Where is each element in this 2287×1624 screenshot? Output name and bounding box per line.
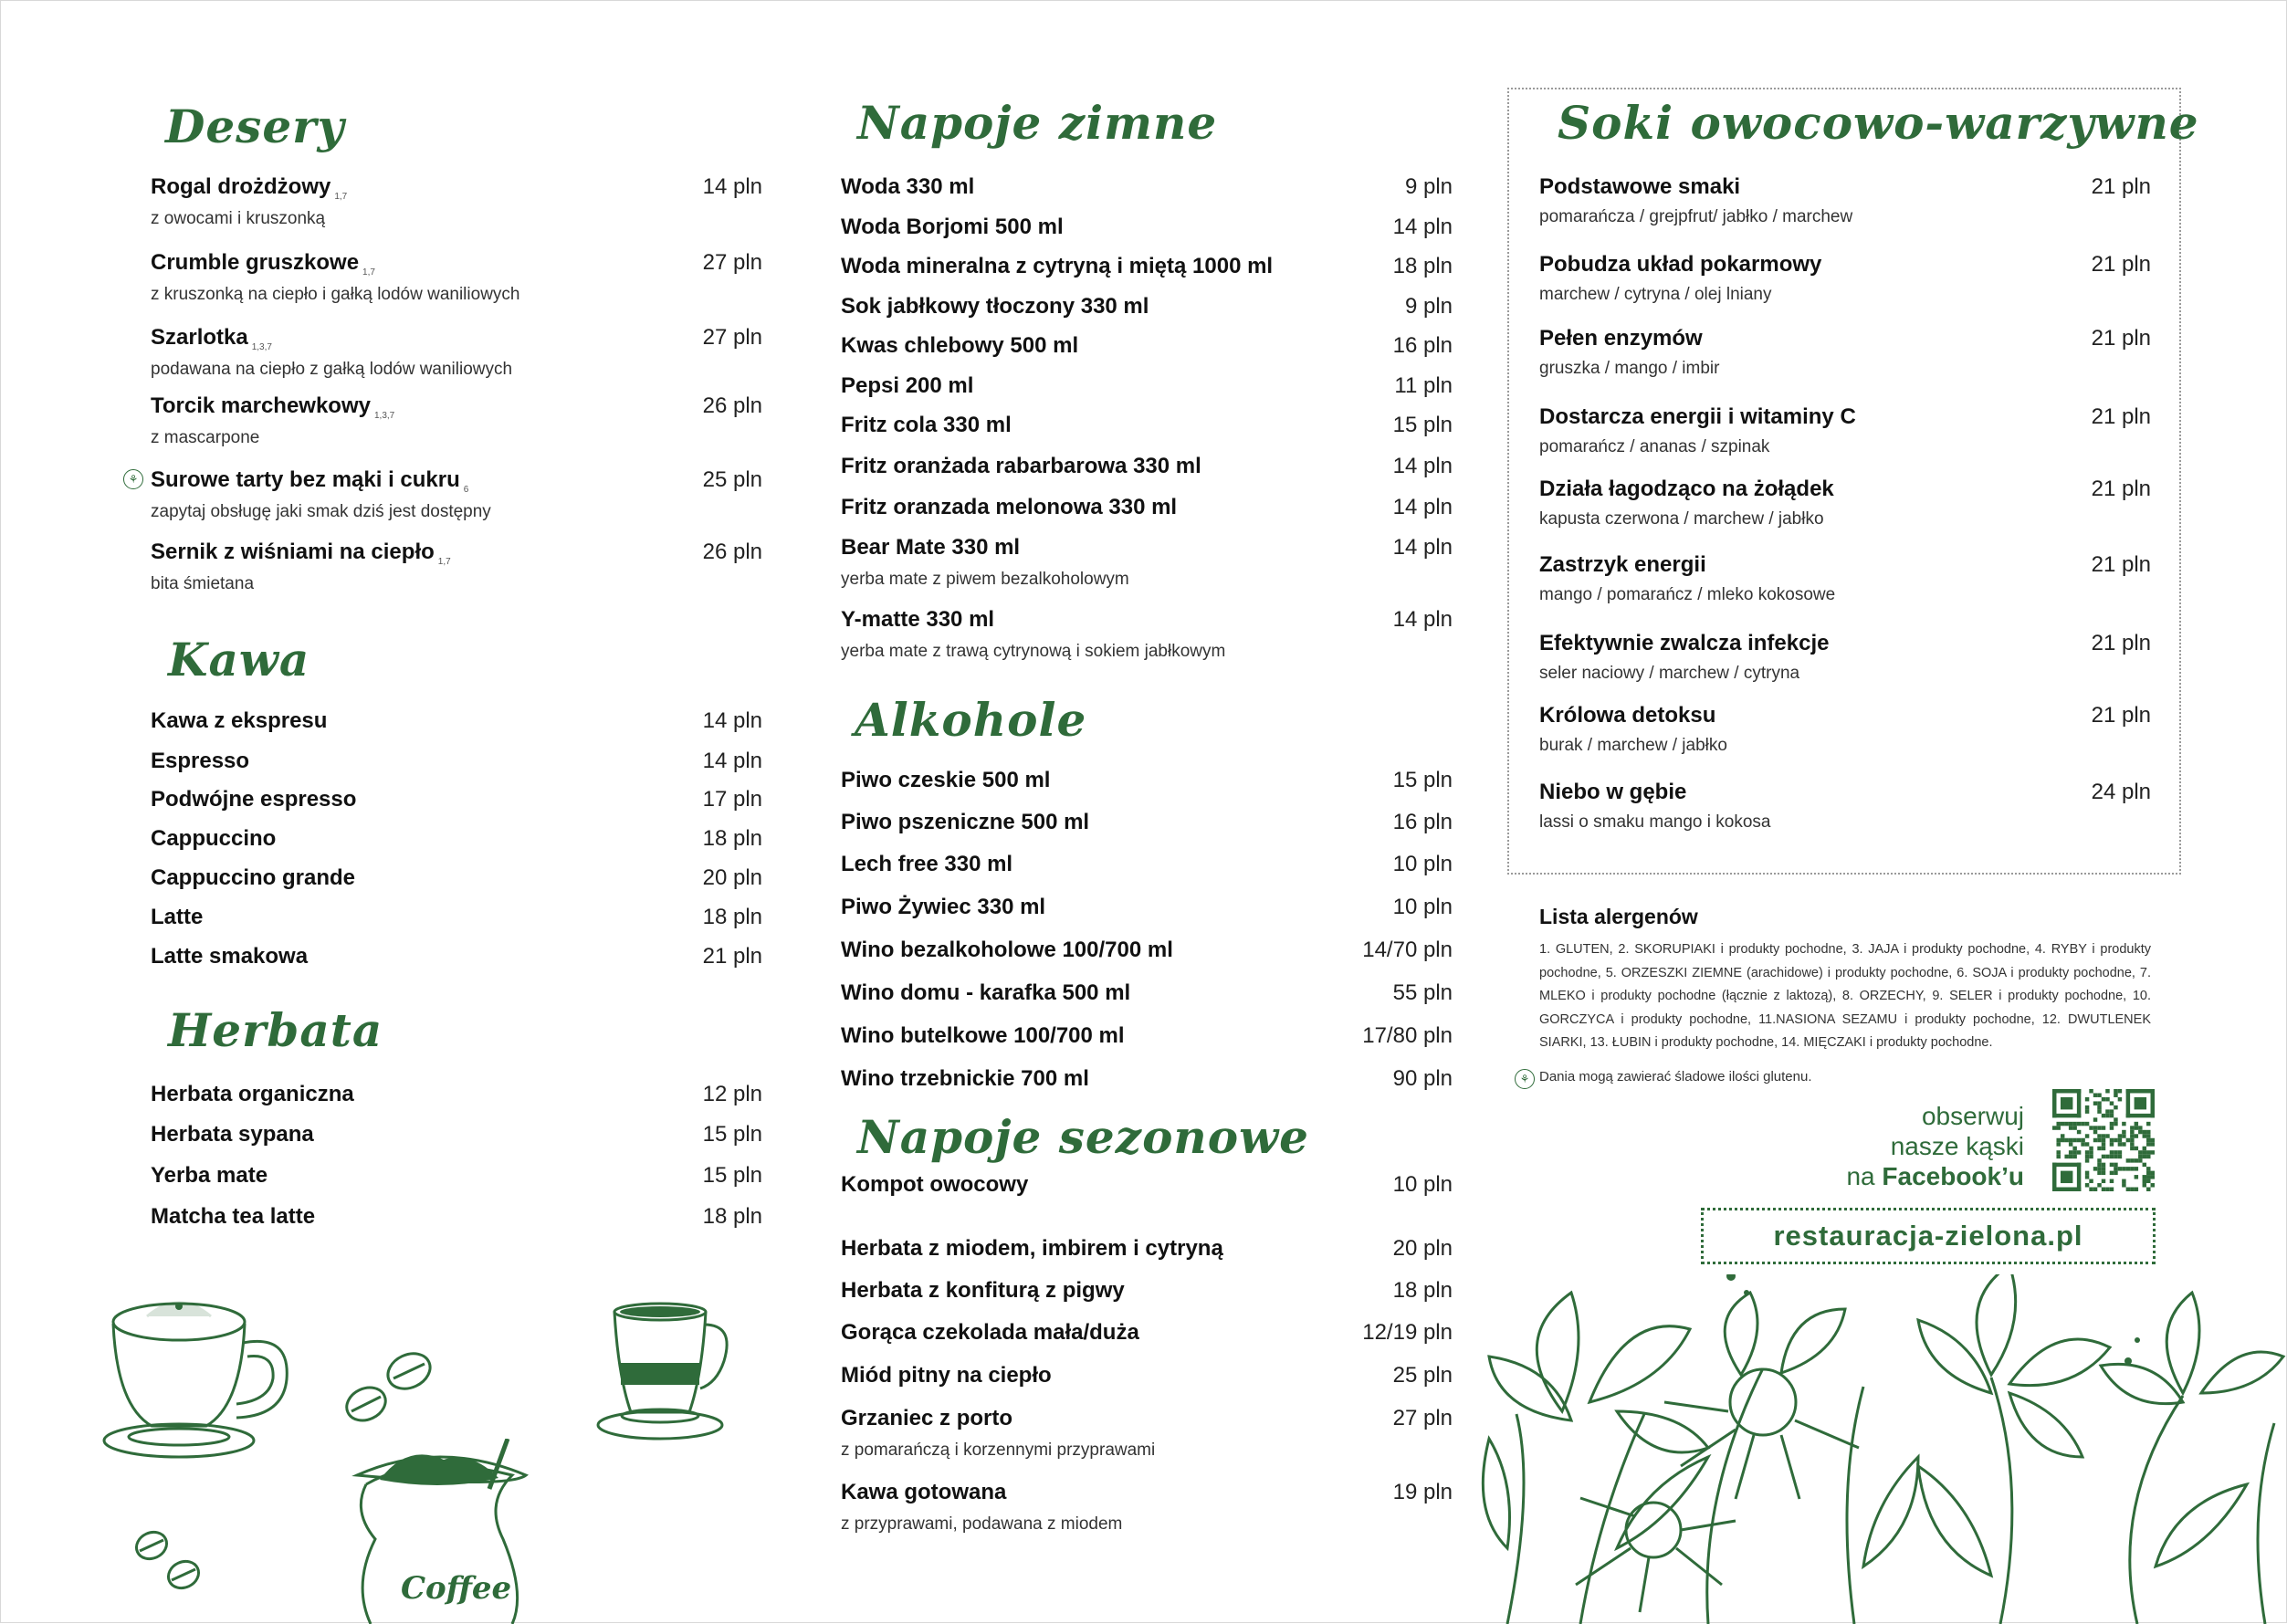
- menu-item-price: 26 pln: [702, 393, 762, 418]
- menu-item-price: 21 pln: [2091, 252, 2151, 277]
- menu-item-description: mango / pomarańcz / mleko kokosowe: [1539, 585, 1836, 604]
- section-heading-herbata: Herbata: [168, 1003, 383, 1057]
- menu-item-name-text: Grzaniec z porto: [841, 1406, 1013, 1430]
- menu-item-price: 21 pln: [2091, 552, 2151, 577]
- facebook-brand: Facebook’u: [1882, 1162, 2024, 1190]
- menu-item-price: 18 pln: [1392, 1278, 1453, 1303]
- menu-item-price: 25 pln: [1392, 1363, 1453, 1388]
- menu-item-name: [841, 607, 994, 633]
- menu-item-name: [841, 1066, 1089, 1092]
- menu-item-price: 21 pln: [2091, 477, 2151, 501]
- menu-item-name: [151, 708, 327, 734]
- facebook-follow-text: [1846, 1101, 2024, 1191]
- menu-item-description: yerba mate z trawą cytrynową i sokiem jabłkowym: [841, 642, 1226, 661]
- menu-item-price: 14/70 pln: [1362, 938, 1453, 962]
- menu-item-name: [841, 1320, 1139, 1346]
- coffee-beans-small-icon: [129, 1527, 211, 1600]
- menu-item-price: 21 pln: [2091, 631, 2151, 655]
- menu-item-name: [151, 467, 468, 493]
- menu-item-name-text: Espresso: [151, 749, 250, 773]
- section-heading-napoje-zimne: Napoje zimne: [857, 96, 1218, 150]
- menu-item-price: 14 pln: [1392, 454, 1453, 478]
- menu-item-name: [841, 254, 1273, 279]
- allergen-codes: 1,7: [437, 557, 451, 567]
- menu-item-name-text: Pobudza układ pokarmowy: [1539, 252, 1822, 277]
- menu-item-price: 12 pln: [702, 1082, 762, 1106]
- menu-item-name-text: Surowe tarty bez mąki i cukru: [151, 467, 460, 492]
- menu-item-price: 20 pln: [1392, 1236, 1453, 1261]
- follow-line-1: obserwuj: [1921, 1102, 2024, 1130]
- menu-item-name: [1539, 174, 1740, 200]
- follow-line-2: nasze kąski: [1890, 1132, 2024, 1160]
- menu-item-name: [841, 852, 1012, 877]
- menu-item-price: 14 pln: [1392, 215, 1453, 239]
- menu-item-price: 21 pln: [2091, 174, 2151, 199]
- menu-item-name: [151, 905, 203, 930]
- menu-item-price: 27 pln: [702, 325, 762, 350]
- website-link[interactable]: restauracja-zielona.pl: [1701, 1208, 2156, 1264]
- menu-item-name-text: Sernik z wiśniami na ciepło: [151, 540, 435, 564]
- section-heading-soki: Soki owocowo-warzywne: [1558, 96, 2199, 150]
- follow-line-3: [1846, 1161, 2024, 1191]
- menu-item-name-text: Rogal drożdżowy: [151, 174, 331, 199]
- menu-item-price: 10 pln: [1392, 1172, 1453, 1197]
- menu-item-name: [841, 294, 1149, 320]
- menu-item-name-text: Cappuccino: [151, 826, 277, 851]
- section-heading-napoje-sezonowe: Napoje sezonowe: [857, 1110, 1309, 1164]
- menu-item-name: [841, 454, 1201, 479]
- section-heading-desery: Desery: [165, 100, 345, 153]
- gluten-free-icon: ⚘: [123, 469, 143, 489]
- gluten-free-icon: ⚘: [1515, 1069, 1535, 1089]
- menu-item-name-text: Podwójne espresso: [151, 787, 357, 812]
- menu-item-name-text: Crumble gruszkowe: [151, 250, 360, 275]
- allergen-codes: 1,7: [334, 192, 348, 202]
- menu-item-price: 90 pln: [1392, 1066, 1453, 1091]
- menu-item-name: [151, 787, 356, 812]
- menu-item-price: 16 pln: [1392, 810, 1453, 834]
- menu-item-name: [841, 1023, 1125, 1049]
- menu-item-name: [841, 810, 1089, 835]
- menu-item-price: 14 pln: [1392, 495, 1453, 519]
- menu-item-name-text: Matcha tea latte: [151, 1204, 316, 1229]
- menu-item-price: 21 pln: [2091, 703, 2151, 728]
- menu-item-name: [151, 250, 375, 276]
- menu-item-name: [841, 1480, 1006, 1505]
- menu-item-price: 18 pln: [702, 826, 762, 851]
- menu-item-name: [841, 895, 1045, 920]
- menu-item-description: burak / marchew / jabłko: [1539, 736, 1727, 755]
- menu-item-name-text: Torcik marchewkowy: [151, 393, 371, 418]
- menu-item-name: [151, 826, 276, 852]
- menu-item-price: 15 pln: [702, 1122, 762, 1147]
- section-heading-kawa: Kawa: [168, 633, 310, 686]
- menu-item-name-text: Kawa gotowana: [841, 1480, 1007, 1504]
- menu-item-name: [151, 1163, 268, 1189]
- menu-item-name-text: Niebo w gębie: [1539, 780, 1687, 804]
- menu-item-name-text: Królowa detoksu: [1539, 703, 1716, 728]
- menu-item-name-text: Woda 330 ml: [841, 174, 975, 199]
- menu-item-price: 14 pln: [702, 174, 762, 199]
- menu-item-price: 27 pln: [702, 250, 762, 275]
- menu-item-name: [1539, 780, 1686, 805]
- menu-item-price: 11 pln: [1394, 373, 1453, 398]
- menu-item-description: yerba mate z piwem bezalkoholowym: [841, 570, 1129, 589]
- menu-item-name-text: Podstawowe smaki: [1539, 174, 1741, 199]
- menu-item-name-text: Lech free 330 ml: [841, 852, 1013, 876]
- menu-item-name: [151, 393, 394, 419]
- menu-item-price: 18 pln: [702, 905, 762, 929]
- coffee-bag-label: Coffee: [401, 1570, 512, 1607]
- menu-item-price: 26 pln: [702, 540, 762, 564]
- menu-item-name: [841, 980, 1130, 1006]
- menu-item-price: 17 pln: [702, 787, 762, 812]
- menu-item-name: [151, 865, 355, 891]
- menu-item-name-text: Woda mineralna z cytryną i miętą 1000 ml: [841, 254, 1274, 278]
- menu-item-name: [841, 215, 1064, 240]
- menu-item-name-text: Kompot owocowy: [841, 1172, 1029, 1197]
- menu-item-name: [841, 768, 1050, 793]
- menu-item-description: pomarańcz / ananas / szpinak: [1539, 437, 1770, 456]
- menu-item-price: 15 pln: [1392, 768, 1453, 792]
- menu-item-price: 18 pln: [1392, 254, 1453, 278]
- allergen-codes: 1,7: [362, 267, 375, 278]
- menu-item-name: [1539, 326, 1703, 351]
- menu-item-name: [151, 749, 249, 774]
- menu-item-name: [841, 333, 1078, 359]
- menu-item-price: 9 pln: [1404, 174, 1453, 199]
- menu-item-name-text: Cappuccino grande: [151, 865, 356, 890]
- menu-item-name-text: Wino butelkowe 100/700 ml: [841, 1023, 1125, 1048]
- menu-item-name-text: Latte smakowa: [151, 944, 309, 969]
- menu-item-name-text: Herbata z miodem, imbirem i cytryną: [841, 1236, 1223, 1261]
- menu-item-name: [151, 944, 308, 969]
- menu-item-name: [841, 535, 1020, 561]
- menu-item-name-text: Zastrzyk energii: [1539, 552, 1706, 577]
- menu-item-description: pomarańcza / grejpfrut/ jabłko / marchew: [1539, 207, 1853, 226]
- menu-item-description: z owocami i kruszonką: [151, 209, 326, 228]
- cappuccino-cup-icon: [101, 1283, 320, 1466]
- menu-item-name-text: Kawa z ekspresu: [151, 708, 328, 733]
- menu-item-description: lassi o smaku mango i kokosa: [1539, 812, 1771, 832]
- menu-item-name-text: Szarlotka: [151, 325, 248, 350]
- menu-item-description: zapytaj obsługę jaki smak dziś jest dostępny: [151, 502, 491, 521]
- menu-item-name-text: Gorąca czekolada mała/duża: [841, 1320, 1139, 1345]
- menu-item-name: [1539, 552, 1706, 578]
- menu-item-name: [841, 413, 1012, 438]
- flowers-illustration: [1480, 1274, 2287, 1624]
- menu-item-price: 24 pln: [2091, 780, 2151, 804]
- menu-item-price: 10 pln: [1392, 895, 1453, 919]
- allergen-codes: 1,3,7: [373, 411, 395, 421]
- menu-item-name: [151, 174, 347, 200]
- allergen-codes: 1,3,7: [251, 342, 272, 352]
- menu-item-name-text: Herbata sypana: [151, 1122, 314, 1147]
- menu-item-name: [1539, 477, 1834, 502]
- menu-item-price: 12/19 pln: [1362, 1320, 1453, 1345]
- menu-item-price: 19 pln: [1392, 1480, 1453, 1504]
- menu-item-price: 9 pln: [1404, 294, 1453, 319]
- menu-item-name-text: Bear Mate 330 ml: [841, 535, 1021, 560]
- menu-item-name: [841, 938, 1173, 963]
- menu-item-price: 55 pln: [1392, 980, 1453, 1005]
- menu-item-price: 27 pln: [1392, 1406, 1453, 1430]
- menu-item-name-text: Fritz oranzada melonowa 330 ml: [841, 495, 1178, 519]
- menu-item-price: 14 pln: [702, 708, 762, 733]
- menu-item-name: [841, 1363, 1052, 1388]
- menu-item-price: 20 pln: [702, 865, 762, 890]
- menu-item-name: [841, 174, 974, 200]
- follow-line-3-prefix: na: [1846, 1162, 1883, 1190]
- menu-item-name: [841, 1406, 1012, 1431]
- menu-item-description: z mascarpone: [151, 428, 260, 447]
- menu-item-name-text: Wino bezalkoholowe 100/700 ml: [841, 938, 1173, 962]
- menu-item-price: 21 pln: [2091, 326, 2151, 351]
- coffee-bag-icon: [339, 1439, 567, 1624]
- menu-item-description: gruszka / mango / imbir: [1539, 359, 1720, 378]
- menu-item-price: 15 pln: [702, 1163, 762, 1188]
- allergen-list-title: Lista alergenów: [1539, 905, 1698, 928]
- coffee-beans-icon: [339, 1347, 439, 1430]
- menu-item-name-text: Wino domu - karafka 500 ml: [841, 980, 1131, 1005]
- menu-item-name: [1539, 404, 1856, 430]
- menu-item-name: [841, 1278, 1125, 1304]
- menu-item-name-text: Miód pitny na ciepło: [841, 1363, 1052, 1388]
- menu-item-price: 25 pln: [702, 467, 762, 492]
- menu-item-name: [1539, 252, 1821, 278]
- menu-item-name-text: Y-matte 330 ml: [841, 607, 995, 632]
- menu-item-description: kapusta czerwona / marchew / jabłko: [1539, 509, 1824, 529]
- menu-item-description: marchew / cytryna / olej lniany: [1539, 285, 1772, 304]
- menu-item-name: [1539, 703, 1715, 728]
- menu-item-name: [151, 540, 451, 565]
- menu-item-name-text: Kwas chlebowy 500 ml: [841, 333, 1079, 358]
- gluten-note: Dania mogą zawierać śladowe ilości glutenu.: [1539, 1069, 1812, 1084]
- menu-item-name: [151, 1082, 354, 1107]
- menu-item-name: [841, 1236, 1223, 1262]
- menu-item-name-text: Piwo czeskie 500 ml: [841, 768, 1051, 792]
- menu-item-price: 18 pln: [702, 1204, 762, 1229]
- qr-code-icon[interactable]: [2052, 1089, 2155, 1191]
- menu-item-name: [841, 373, 973, 399]
- menu-item-name: [151, 1204, 315, 1230]
- menu-item-name-text: Latte: [151, 905, 204, 929]
- menu-item-name-text: Herbata z konfiturą z pigwy: [841, 1278, 1125, 1303]
- menu-item-name-text: Herbata organiczna: [151, 1082, 354, 1106]
- menu-item-name-text: Yerba mate: [151, 1163, 268, 1188]
- menu-item-price: 15 pln: [1392, 413, 1453, 437]
- menu-item-price: 16 pln: [1392, 333, 1453, 358]
- tea-glass-icon: [594, 1297, 740, 1443]
- menu-item-description: z pomarańczą i korzennymi przyprawami: [841, 1441, 1156, 1460]
- menu-item-name-text: Woda Borjomi 500 ml: [841, 215, 1064, 239]
- menu-item-description: podawana na ciepło z gałką lodów waniliowych: [151, 360, 513, 379]
- menu-item-name-text: Pełen enzymów: [1539, 326, 1703, 351]
- menu-item-price: 14 pln: [702, 749, 762, 773]
- menu-item-name: [841, 1172, 1028, 1198]
- menu-item-price: 14 pln: [1392, 535, 1453, 560]
- menu-item-name-text: Dostarcza energii i witaminy C: [1539, 404, 1856, 429]
- menu-item-description: seler naciowy / marchew / cytryna: [1539, 664, 1800, 683]
- menu-item-name: [151, 325, 272, 351]
- menu-item-price: 10 pln: [1392, 852, 1453, 876]
- menu-item-price: 21 pln: [702, 944, 762, 969]
- menu-item-name-text: Piwo Żywiec 330 ml: [841, 895, 1046, 919]
- menu-item-name-text: Wino trzebnickie 700 ml: [841, 1066, 1089, 1091]
- menu-item-name-text: Sok jabłkowy tłoczony 330 ml: [841, 294, 1149, 319]
- menu-item-description: z kruszonką na ciepło i gałką lodów waniliowych: [151, 285, 520, 304]
- menu-item-price: 21 pln: [2091, 404, 2151, 429]
- menu-item-name-text: Fritz oranżada rabarbarowa 330 ml: [841, 454, 1201, 478]
- allergen-codes: 6: [463, 485, 469, 495]
- menu-item-description: bita śmietana: [151, 574, 255, 593]
- menu-item-price: 14 pln: [1392, 607, 1453, 632]
- menu-item-price: 17/80 pln: [1362, 1023, 1453, 1048]
- menu-item-description: z przyprawami, podawana z miodem: [841, 1514, 1123, 1534]
- allergen-list-text: 1. GLUTEN, 2. SKORUPIAKI i produkty pochodne, 3. JAJA i produkty pochodne, 4. RYBY i produkty pochodne, 5. ORZESZKI ZIEMNE (arachidowe) i produkty pochodne, 6. SOJA i produkty pochodne, 7. MLEKO i produkty pochodne (łącznie z laktozą), 8. ORZECHY, 9. SELER i produkty pochodne, 10. GORCZYCA i produkty pochodne, 11.NASIONA SEZAMU i produkty pochodne, 12. DWUTLENEK SIARKI, 13. ŁUBIN i produkty pochodne, 14. MIĘCZAKI i produkty pochodne.: [1539, 942, 2151, 1050]
- menu-item-name-text: Pepsi 200 ml: [841, 373, 974, 398]
- menu-item-name-text: Piwo pszeniczne 500 ml: [841, 810, 1090, 834]
- menu-item-name-text: Efektywnie zwalcza infekcje: [1539, 631, 1830, 655]
- menu-item-name: [841, 495, 1177, 520]
- menu-item-name-text: Działa łagodząco na żołądek: [1539, 477, 1834, 501]
- menu-item-name-text: Fritz cola 330 ml: [841, 413, 1012, 437]
- section-heading-alkohole: Alkohole: [855, 693, 1087, 747]
- menu-item-name: [151, 1122, 314, 1147]
- menu-item-name: [1539, 631, 1829, 656]
